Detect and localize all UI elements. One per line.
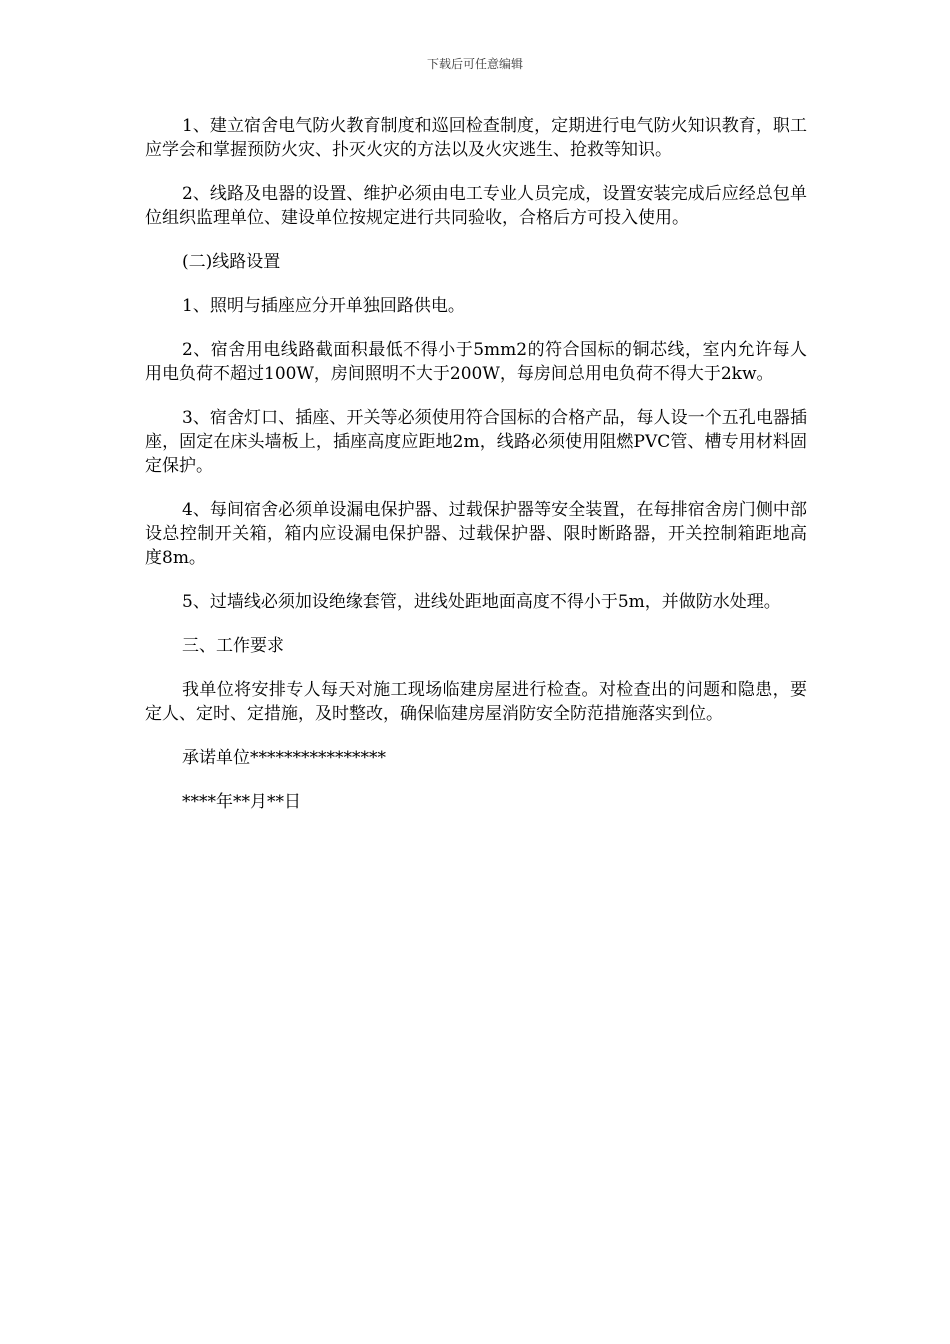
paragraph-electrical-fire-education: 1、建立宿舍电气防火教育制度和巡回检查制度，定期进行电气防火知识教育，职工应学会和掌握预防火灾、扑灭火灾的方法以及火灾逃生、抢救等知识。: [145, 116, 807, 160]
paragraph-daily-inspection: 我单位将安排专人每天对施工现场临建房屋进行检查。对检查出的问题和隐患，要定人、定时、定措施，及时整改，确保临建房屋消防安全防范措施落实到位。: [145, 680, 807, 724]
paragraph-wiring-installation: 2、线路及电器的设置、维护必须由电工专业人员完成，设置安装完成后应经总包单位组织监理单位、建设单位按规定进行共同验收，合格后方可投入使用。: [145, 184, 807, 228]
paragraph-qualified-products: 3、宿舍灯口、插座、开关等必须使用符合国标的合格产品，每人设一个五孔电器插座，固定在床头墙板上，插座高度应距地2m，线路必须使用阻燃PVC管、槽专用材料固定保护。: [145, 408, 807, 476]
signature-date: ****年**月**日: [182, 792, 301, 812]
section-heading-wiring-setup: (二)线路设置: [182, 252, 281, 272]
paragraph-wall-conduit: 5、过墙线必须加设绝缘套管，进线处距地面高度不得小于5m，并做防水处理。: [182, 592, 781, 612]
document-body: [145, 114, 807, 834]
signature-unit: 承诺单位****************: [182, 748, 386, 768]
paragraph-lighting-socket-circuits: 1、照明与插座应分开单独回路供电。: [182, 296, 465, 316]
page-header: 下载后可任意编辑: [426, 57, 523, 71]
paragraph-protection-devices: 4、每间宿舍必须单设漏电保护器、过载保护器等安全装置，在每排宿舍房门侧中部设总控制开关箱，箱内应设漏电保护器、过载保护器、限时断路器，开关控制箱距地高度8m。: [145, 500, 807, 568]
section-heading-work-requirements: 三、工作要求: [182, 636, 284, 656]
paragraph-wire-cross-section: 2、宿舍用电线路截面积最低不得小于5mm2的符合国标的铜芯线，室内允许每人用电负荷不超过100W，房间照明不大于200W，每房间总用电负荷不得大于2kw。: [145, 340, 807, 384]
